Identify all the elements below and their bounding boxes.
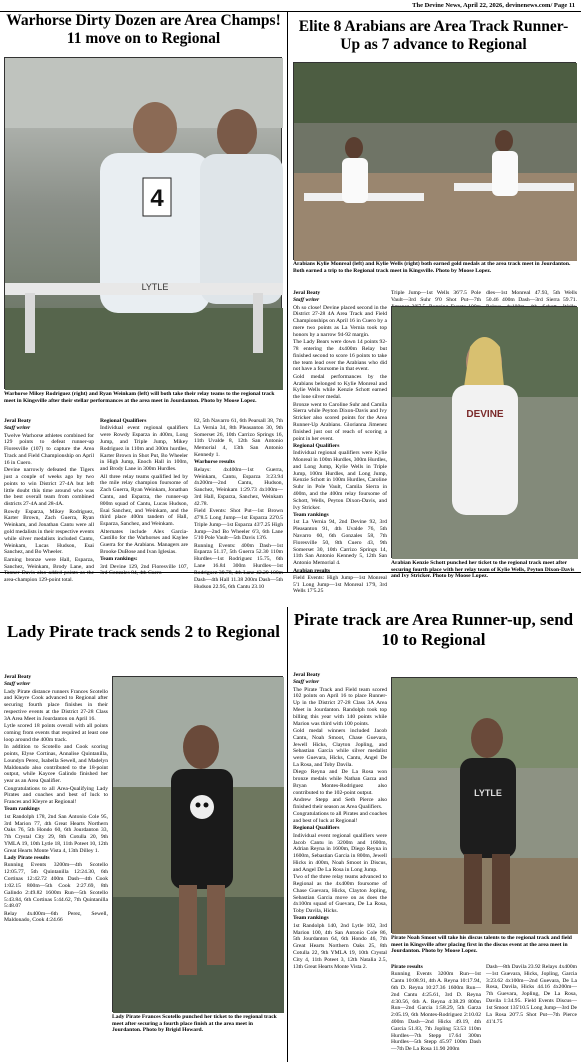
section-heading: Lady Pirate results — [4, 855, 50, 862]
warhorse-hurdles-photo — [4, 57, 282, 389]
lady-pirate-headline: Lady Pirate track sends 2 to Regional — [7, 622, 280, 641]
paragraph: Individual regional qualifiers were Kylie Monreal in 100m Hurdles, 300m Hurdles, and Long Jump, Kylie Wells in Triple Jump, 100m Hurdles, and Long Jump, Kenzie Schott in 100m Hurdles, Caroline Suhr in Pole Vault, Camila Sierra in 400m, and the 400m relay foursome of Schott, Wells, Peyton Dixon-Davis, and Ivy Stricker. — [293, 450, 387, 511]
paragraph: Alternates include Alex Garcia-Castillo for the Warhorses and Kaylee Guerra for the Arabians. Managers are Brooke DuBose and Ivan Iglesias. — [100, 528, 188, 555]
staff-writer-label: Staff writer — [293, 679, 320, 686]
column-divider-top — [287, 12, 288, 572]
paragraph: Bronze went to Caroline Suhr and Camila Sierra while Peyton Dixon-Davis and Ivy Stricker also scored points for the Area Runner-Up Arabians. Glorianna Jimenez finished just out of reach of scoring a point in her event. — [293, 401, 387, 442]
relay-results: Relay 4x400m—6th Perez, Sewell, Maldonado, Cook 4:24.66 — [4, 910, 108, 924]
section-heading: Pirate results — [391, 964, 423, 970]
team-rankings: 1st Randolph 140, 2nd Lytle 102, 3rd Marion 100, 4th San Antonio Cole 86, 5th Jourdanton 64, 6th Hondo 46, 7th Great Hearts Northern Oaks 25, 8th Cotulla 22, 9th YMLA 19, 10th Crystal City 4, 11th Poteet 3, 12th Natalia 2.5, 13th Great Hearts Monte Vista 2. — [293, 922, 387, 970]
paragraph: In addition to Scotello and Cook scoring points, Elyse Cortinas, Annalise Quintanilla, Loundyn Perez, Isabella Sewell, and Madelyn Maldonado also contributed to the 18-point output, while Kaycee Galindo finished her year as an Area Qualifier. — [4, 744, 108, 785]
staff-writer-label: Staff writer — [4, 681, 31, 688]
running-results: Running Events: 400m Dash—1st Esparza 51.17, 5th Guerra 52.30 110m Hurdles—1st Rodriguez 15.75, 6th Lane 16.84 300m Hurdles—1st Rodriguez 39.78, 4th Lane 42.29 100m Dash—4th Hall 11.38 200m Dash—5th Hudson 22.95, 6th Cantu 23.10 — [194, 542, 283, 590]
warhorse-column-1 — [4, 418, 94, 584]
paragraph: Lady Pirate distance runners Frances Scotello and Kleyre Cook advanced to Regional after securing fourth place finishes in their respective events at the District 27-28 Class 3A Area Meet in Jourdanton on April 16. — [4, 688, 108, 722]
paragraph: Gold medal winners included Jacob Cantu, Noah Smoot, Chase Guevara, Jewell Hicks, Clayton Jopling, and Sebastian Garcia while silver medalist were Guevara, Hicks, Cantu, Angel De La Rosa, and Toby Davila. — [293, 728, 387, 769]
arabians-schott-caption: Arabian Kenzie Schott punched her ticket to the regional track meet after securing fourth place with her relay team of Kylie Wells, Peyton Dixon-Davis and Ivy Stricker. Photo by Moose Lopez. — [391, 560, 575, 580]
arabians-column-3 — [486, 290, 577, 304]
warhorse-photo-graphic — [5, 58, 283, 390]
section-heading: Team rankings — [4, 806, 40, 813]
section-heading: Regional Qualifiers — [293, 825, 340, 832]
pirate-smoot-photo — [391, 677, 577, 933]
field-results: Field Events: Shot Put—1st Brown 47'8.5 Long Jump—1st Esparza 22'0.5 Triple Jump—1st Esparza 43'7.25 High Jump—2nd Bo Wheeler 6'3, 6th Lane 5'10 Pole Vault—5th Davis 13'6. — [194, 508, 283, 542]
pirate-column-2 — [391, 964, 481, 1062]
paragraph: Congratulations to all Pirates and coaches and best of luck at Regional! — [293, 811, 387, 825]
lady-pirate-photo-caption: Lady Pirate Frances Scotello punched her ticket to the regional track meet after securing a fourth place finish at the area meet in Jourdanton. Photo by Brigid Howard. — [112, 1014, 277, 1034]
byline: Jeral Beaty — [293, 672, 321, 678]
section-heading: Arabian results — [293, 567, 331, 574]
section-heading: Team rankings — [293, 915, 329, 922]
running-results: Running Events 3200m—4th Scotello 12:05.77, 5th Quintanilla 12:24.30, 6th Cortinas 12:42.72 400m Dash—4th Cook 1:02.15 800m—5th Cook 2:27.69, 8th Galindo 2:49.82 1600m Run—5th Scotello 5:43.84, 6th Cortinas 5:44.62, 7th Quintanilla 5:48.07 — [4, 862, 108, 910]
section-heading: Regional Qualifiers — [293, 442, 340, 449]
smoot-photo-graphic — [392, 678, 578, 934]
paragraph: Rowdy Esparza, Mikey Rodriguez, Karter Brown, Zach Guerra, Ryan Weinkam, and Jonathan Cantu were all gold medalists in their respective events while silver medalists included Cantu, Weinkam, Lucas Hudson, Esai Sanchez, and Bo Wheeler. — [4, 508, 94, 556]
arabians-photo-graphic — [294, 63, 577, 261]
running-results: Running Events 3200m Run—1st Cantu 10:08.91, 4th A. Reyna 10:17.94, 6th D. Reyna 10:27.36 1600m Run—2nd Cantu 4:25.61, 3rd D. Reyna 4:30.56, 6th A. Reyna 4:38.29 800m Run—2nd Garcia 1:58.29, 5th Garza 2:05.19, 6th Montes-Rodriguez 2:10.02 400m Dash—2nd Hicks 49.19, 4th Garcia 51.83, 7th Jopling 53.53 110m Hurdles—7th Stepp 17.64 300m Hurdles—5th Stepp 45.97 100m Dash—7th De La Rosa 11.90 200m — [391, 971, 481, 1053]
results-continued: Dash—8th Davila 23.92 Relays 4x400m—1st Guevara, Hicks, Jopling, Garcia 3:23.62 4x100m—2nd Guevara, De La Rosa, Davila, Hicks 44.16 4x200m—7th Guevara, Jopling, De La Rosa, Davila 1:34.95. Field Events Discus—1st Smoot 135'10.5 Long Jump—3rd De La Rosa 20'7.5 Shot Put—7th Pierce 41'4.75 — [486, 964, 577, 1025]
arabians-hurdles-photo — [293, 62, 576, 260]
masthead: The Devine News, April 22, 2026, devinenews.com/ Page 11 — [412, 2, 575, 9]
section-heading: Team rankings: — [100, 556, 138, 563]
team-rankings: 1st Randolph 178, 2nd San Antonio Cole 95, 3rd Marion 77, 4th Great Hearts Northern Oaks 76, 5th Hondo 60, 6th Jourdanton 33, 7th Crystal City 29, 8th Cotulla 20, 9th YMLA 19, 10th Lytle 18, 11th Poteet 10, 12th Great Hearts Monte Vista 4, 13th Dilley 1. — [4, 813, 108, 854]
pirate-column-3 — [486, 964, 577, 1062]
lady-pirate-scotello-photo — [112, 676, 283, 1012]
team-rankings: 1st La Vernia 94, 2nd Devine 92, 3rd Pleasanton 91, 4th Uvalde 76, 5th Navarro 60, 6th Gonzales 58, 7th Floresville 50, 8th Cuero 43, 9th Somerset 30, 10th Carrizo Springs 14, 11th San Antonio Kennedy 5, 12th San Antonio Memorial 4. — [293, 519, 387, 567]
svg-text:4: 4 — [150, 185, 164, 212]
lady-pirate-column — [4, 674, 108, 1062]
arabians-column-1 — [293, 290, 387, 595]
arabians-schott-photo — [391, 306, 577, 558]
warhorse-headline: Warhorse Dirty Dozen are Area Champs! 11 move on to Regional — [6, 12, 281, 47]
team-rankings: 3rd Devine 129, 2nd Floresville 107, 3rd Gonzales 84, 4th Cuero — [100, 563, 188, 577]
paragraph: 82, 5th Navarro 61, 6th Pearsall 38, 7th La Vernia 34, 8th Pleasanton 30, 9th Somerset 26, 10th Carrizo Springs 16, 11th Uvalde 8, 12th San Antonio Memorial 4, 13th San Antonio Kennedy 1. — [194, 418, 283, 459]
pirate-headline: Pirate track are Area Runner-up, send 10 to Regional — [293, 610, 574, 649]
arabians-photo-caption: Arabians Kylie Monreal (left) and Kylie Wells (right) both earned gold medals at the area track meet in Jourdanton. Both earned a trip to the Regional track meet in Kingsville. Photo by Moose Lopez. — [293, 261, 571, 274]
svg-text:DEVINE: DEVINE — [466, 409, 504, 420]
column-divider-bottom — [287, 607, 288, 1062]
staff-writer-label: Staff writer — [4, 425, 31, 432]
paragraph: Two of the three relay teams advanced to Regional as the 4x400m foursome of Chase Guevara, Hicks, Clayton Jopling, Sebastian Garcia move on as does the 4x100m squad of Guevara, De La Rosa, Toby Davila, Hicks. — [293, 874, 387, 915]
paragraph: Andrew Stepp and Seth Pierce also finished their season as Area Qualifiers. — [293, 797, 387, 810]
paragraph: Congratulations to all Area-Qualifying Lady Pirates and coaches and best of luck to Frances and Kleyre at Regional! — [4, 785, 108, 806]
paragraph: Oh so close! Devine placed second in the District 27-28 4A Area Track and Field Championships on April 16 in Cuero by a mere two points as La Vernia took top honors by a narrow 94-92 margin. — [293, 304, 387, 338]
paragraph: Gold medal performances by the Arabians belonged to Kylie Monreal and Kylie Wells while Kenzie Schott earned the lone silver medal. — [293, 373, 387, 401]
warhorse-column-2 — [100, 418, 188, 577]
pirate-column-1 — [293, 672, 387, 1062]
field-results: Field Events: High Jump—1st Monreal 5'1 Long Jump—1st Monreal 17'9, 3rd Wells 17'5.25 — [293, 574, 387, 595]
arabians-headline: Elite 8 Arabians are Area Track Runner-Up as 7 advance to Regional — [298, 18, 569, 53]
warhorse-column-3 — [194, 418, 283, 590]
paragraph: Earning bronze were Hall, Esparza, Sanchez, Weinkam, Brody Lane, and Tanner Davis also added points as the area-champion 129-point total. — [4, 556, 94, 584]
paragraph: Individual event regional qualifiers were Jacob Cantu in 3200m and 1600m, Adrian Reyna in 1600m, Diego Reyna in 1600m, Sebastian Garcia in 800m, Jewell Hicks in 400m, Noah Smoot in Discus, and Angel De La Rosa in Long Jump. — [293, 832, 387, 873]
paragraph: Lytle scored 18 points overall with all points coming from events that required at least one loop around the 400m track. — [4, 723, 108, 743]
results-continued: Triple Jump—1st Wells 36'7.5 Pole Vault—3rd Suhr 9'0 Shot Put—7th — [391, 290, 481, 303]
paragraph: The Lady Bears were down 14 points 92-78 entering the 4x400m Relay but finished second to score 16 points to take the team lead over the Arabians who did not have a foursome in that event. — [293, 339, 387, 373]
schott-photo-graphic — [392, 307, 578, 559]
paragraph: All three relay teams qualified led by the mile relay champion foursome of Zach Guerra, Ryan Weinkam, Jonathan Cantu, and Esparza, the runner-up 800m squad of Cantu, Lucas Hudson, Esai Sanchez, and Weinkam, and the third place 400m tandem of Hall, Esparza, Sanchez, and Weinkam. — [100, 473, 188, 528]
arabians-column-2 — [391, 290, 481, 304]
pirate-photo-caption: Pirate Noah Smoot will take his discus talents to the regional track and field meet in Kingsville after placing first in the discus event at the area meet in Jourdanton. Photo by Moose Lopez. — [391, 935, 572, 955]
section-heading: Warhorse results — [194, 459, 235, 466]
scotello-photo-graphic — [113, 677, 284, 1013]
byline: Jeral Beaty — [293, 290, 321, 296]
relay-results: Relays: 4x400m—1st Guerra, Weinkam, Cantu, Esparza 3:23.94 4x200m—2nd Cantu, Hudson, Sanchez, Weinkam 1:29.73 4x100m—3rd Hall, Esparza, Sanchez, Weinkam 42.78. — [194, 466, 283, 507]
svg-text:LYTLE: LYTLE — [474, 788, 502, 798]
section-heading: Team rankings — [293, 512, 329, 518]
warhorse-photo-caption: Warhorse Mikey Rodriguez (right) and Ryan Weinkam (left) will both take their relay teams to the regional track meet in Kingsville after their stellar performances at the area meet in Jourdanton. Photo by Moose Lopez. — [4, 391, 275, 404]
paragraph: The Pirate Track and Field team scored 102 points on April 16 to place Runner-Up in the District 27-28 Class 3A Area Meet in Jourdanton. Randolph took top billing this year with 140 points while Marion was third with 100 points. — [293, 686, 387, 727]
paragraph: Devine narrowly defeated the Tigers just a couple of weeks ago by two points to win District 27-4A but left little doubt this time around who was the best overall team from combined districts 27-4A and 28-4A. — [4, 467, 94, 508]
staff-writer-label: Staff writer — [293, 297, 320, 304]
section-heading: Regional Qualifiers — [100, 418, 147, 424]
paragraph: Individual event regional qualifiers were Rowdy Esparza in 400m, Long Jump, and Triple Jump, Mikey Rodriguez in 110m and 300m hurdles, Karter Brown in Shot Put, Bo Wheeler in High Jump, Enoch Hall in 100m, and Brody Lane in 300m Hurdles. — [100, 425, 188, 473]
paragraph: Twelve Warhorse athletes combined for 129 points to defeat runner-up Floresville (107) to capture the Area Track and Field Championship on April 16 in Cuero. — [4, 432, 94, 466]
svg-text:LYTLE: LYTLE — [141, 282, 169, 292]
results-continued: dles—1st Monreal 47.93, 5th Wells 50.46 400m Dash—3rd Sierra 59.71. — [486, 290, 577, 303]
byline: Jeral Beaty — [4, 674, 32, 680]
paragraph: Diego Reyna and De La Rosa won bronze medals while Nathan Garza and Bryan Montes-Rodriguez also contributed to the 102-point output. — [293, 769, 387, 796]
byline: Jeral Beaty — [4, 418, 32, 424]
